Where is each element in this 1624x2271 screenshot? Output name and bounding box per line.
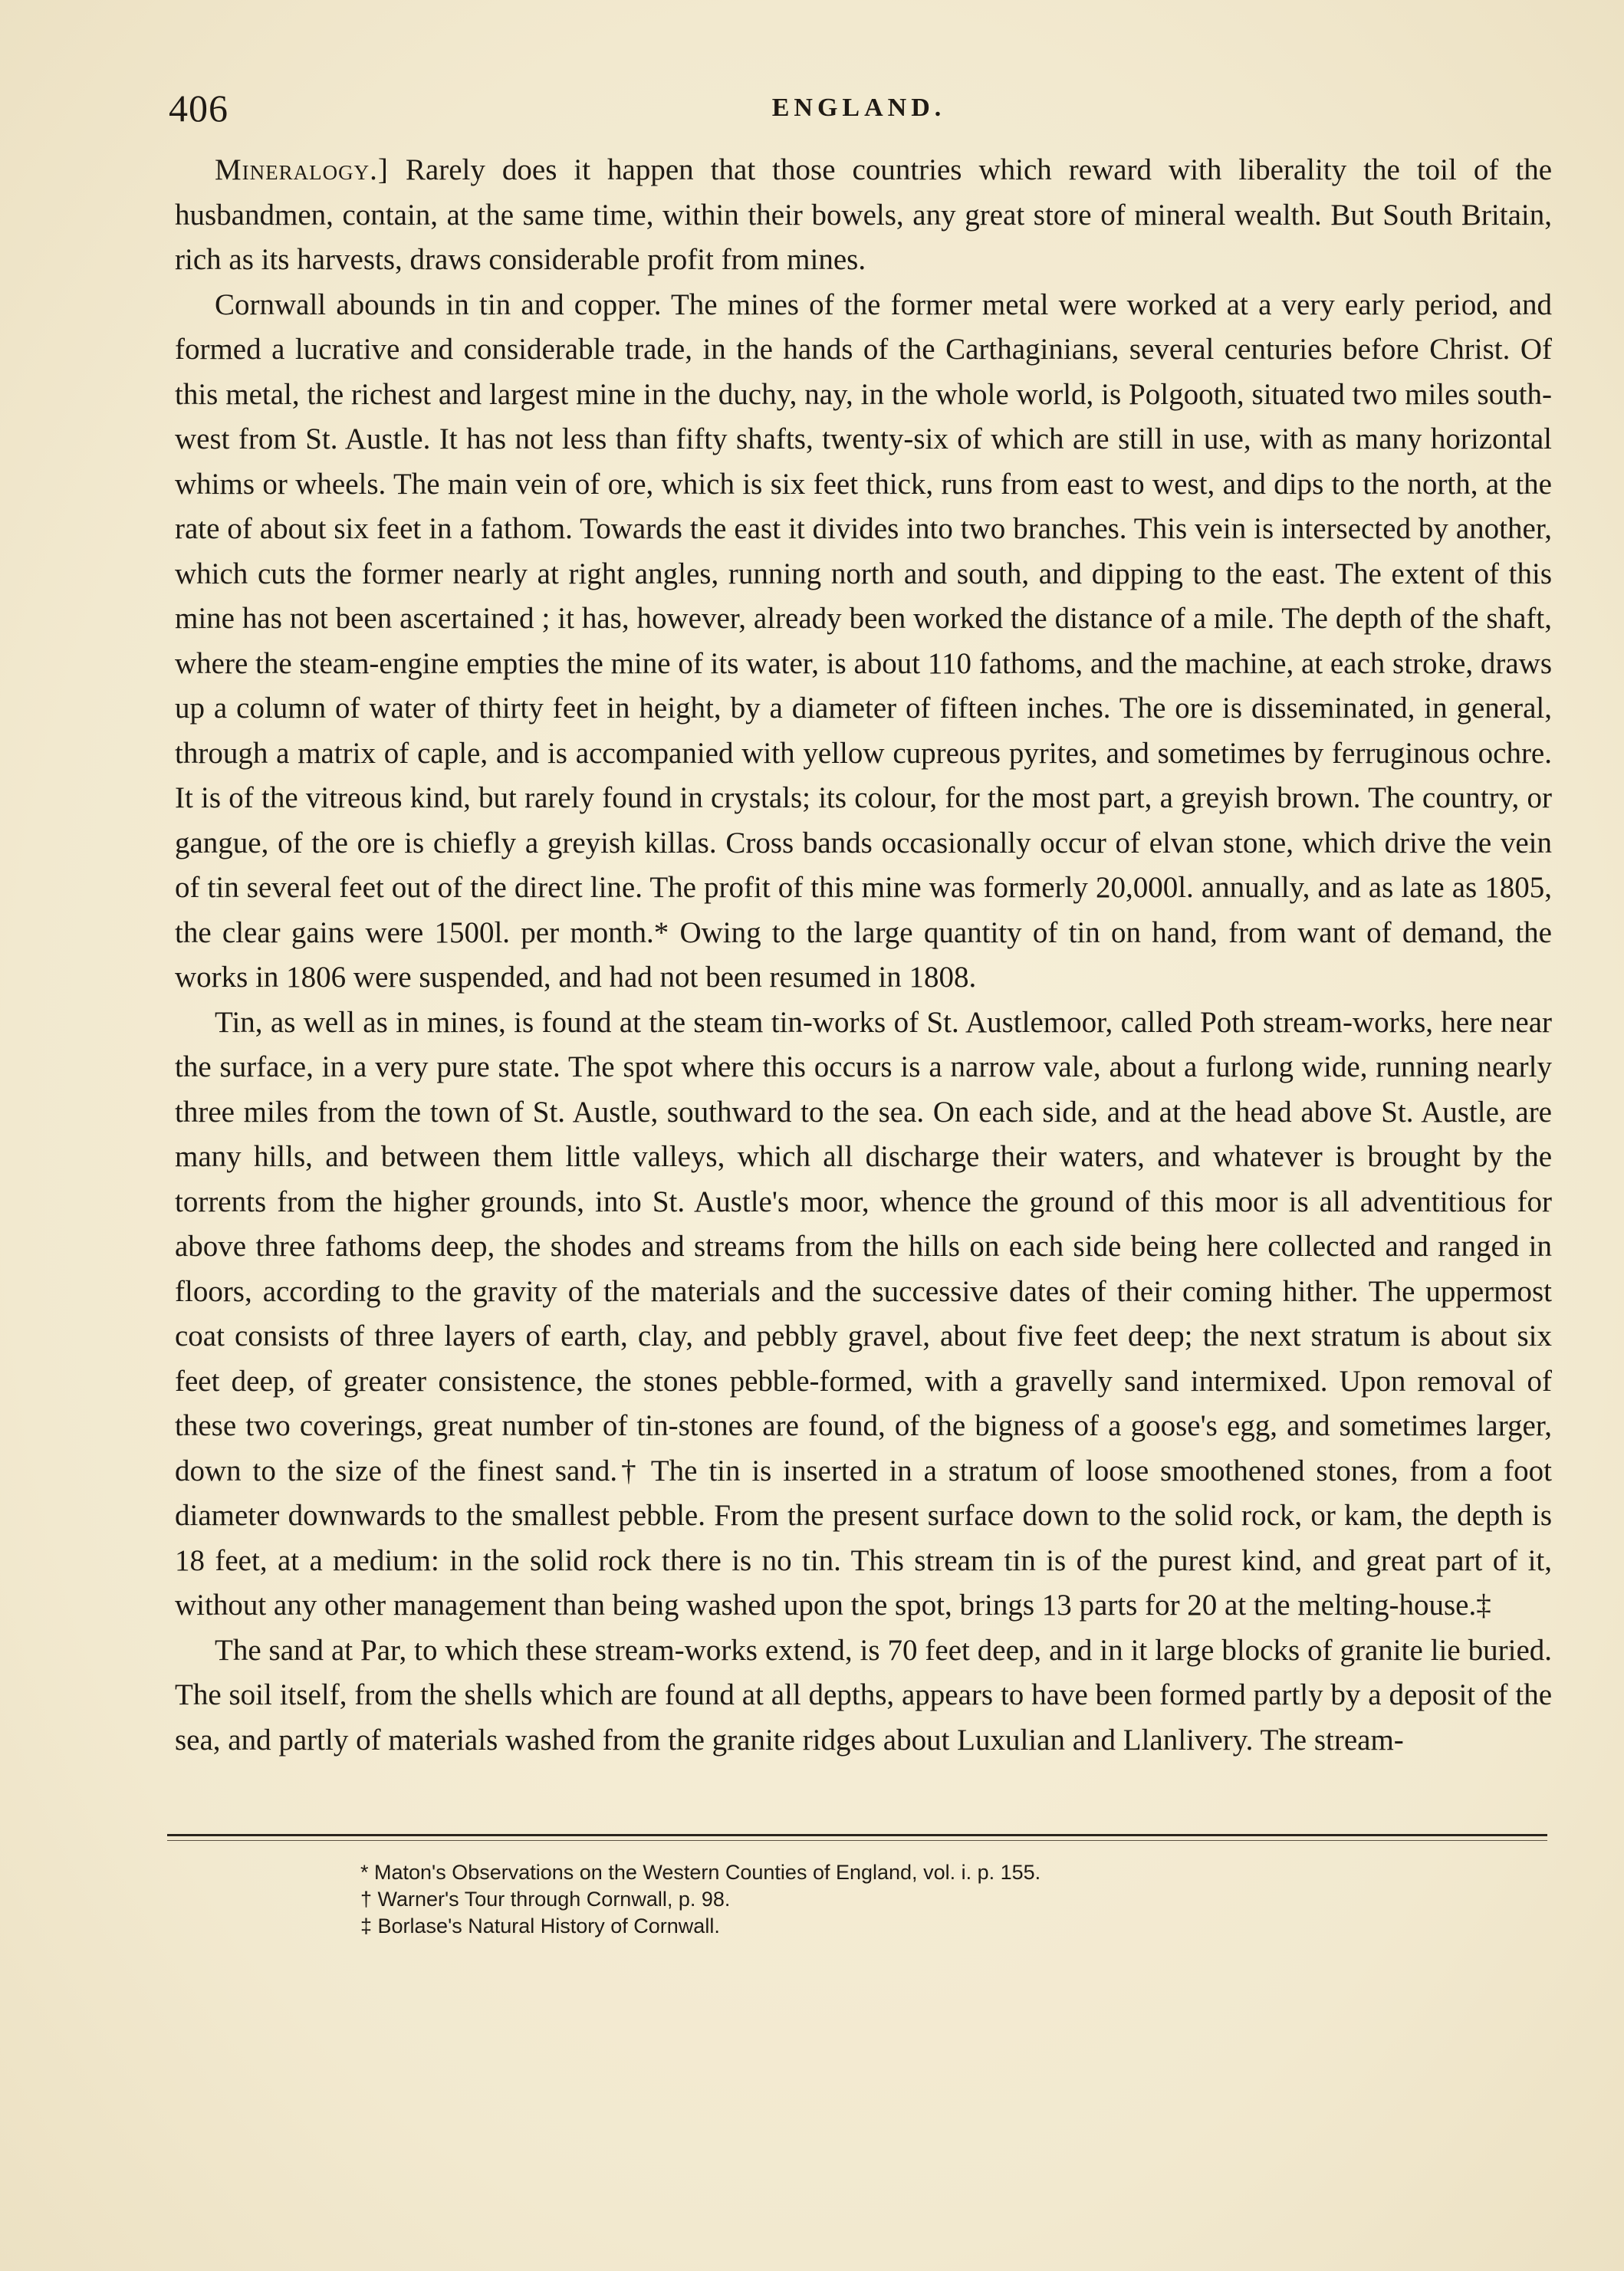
page-header	[169, 86, 1549, 132]
footnote: † Warner's Tour through Cornwall, p. 98.	[360, 1888, 731, 1911]
paragraph-text: Rarely does it happen that those countries which reward with liberality the toil of the husbandmen, contain, at the same time, within their bowels, any great store of mineral wealth. But South Britain, rich as its harvests, draws considerable profit from mines.	[175, 153, 1553, 276]
paragraph: Tin, as well as in mines, is found at the steam tin-works of St. Austlemoor, called Poth stream-works, here near the surface, in a very pure state. The spot where this occurs is a narrow vale, about a furlong wide, running nearly three miles from the town of St. Austle, southward to the sea. On each side, and at the head above St. Austle, are many hills, and between them little valleys, which all discharge their waters, and whatever is brought by the torrents from the higher grounds, into St. Austle's moor, whence the ground of this moor is all adventitious for above three fathoms deep, the shodes and streams from the hills on each side being here collected and ranged in floors, according to the gravity of the materials and the successive dates of their coming hither. The uppermost coat consists of three layers of earth, clay, and pebbly gravel, about five feet deep; the next stratum is about six feet deep, of greater consistence, the stones pebble-formed, with a gravelly sand intermixed. Upon removal of these two coverings, great number of tin-stones are found, of the bigness of a goose's egg, and sometimes larger, down to the size of the finest sand.† The tin is inserted in a stratum of loose smoothened stones, from a foot diameter downwards to the smallest pebble. From the present surface down to the solid rock, or kam, the depth is 18 feet, at a medium: in the solid rock there is no tin. This stream tin is of the purest kind, and great part of it, without any other management than being washed upon the spot, brings 13 parts for 20 at the melting-house.‡	[175, 1005, 1552, 1622]
running-title: ENGLAND.	[771, 94, 946, 122]
footnote-divider	[167, 1834, 1547, 1836]
paragraph	[175, 148, 1552, 283]
page-number: 406	[169, 87, 228, 130]
paragraph: The sand at Par, to which these stream-works extend, is 70 feet deep, and in it large blocks of granite lie buried. The soil itself, from the shells which are found at all depths, appears to have been formed partly by a deposit of the sea, and partly of materials washed from the granite ridges about Luxulian and Llanlivery. The stream-	[175, 1633, 1552, 1757]
footnotes	[360, 1859, 1434, 1940]
footnote: * Maton's Observations on the Western Counties of England, vol. i. p. 155.	[360, 1861, 1041, 1884]
section-heading: Mineralogy.]	[215, 153, 389, 186]
paragraph: Cornwall abounds in tin and copper. The mines of the former metal were worked at a very early period, and formed a lucrative and considerable trade, in the hands of the Carthaginians, several centuries before Christ. Of this metal, the richest and largest mine in the duchy, nay, in the whole world, is Polgooth, situated two miles south-west from St. Austle. It has not less than fifty shafts, twenty-six of which are still in use, with as many horizontal whims or wheels. The main vein of ore, which is six feet thick, runs from east to west, and dips to the north, at the rate of about six feet in a fathom. Towards the east it divides into two branches. This vein is intersected by another, which cuts the former nearly at right angles, running north and south, and dipping to the east. The extent of this mine has not been ascertained ; it has, however, already been worked the distance of a mile. The depth of the shaft, where the steam-engine empties the mine of its water, is about 110 fathoms, and the machine, at each stroke, draws up a column of water of thirty feet in height, by a diameter of fifteen inches. The ore is disseminated, in general, through a matrix of caple, and is accompanied with yellow cupreous pyrites, and sometimes by ferruginous ochre. It is of the vitreous kind, but rarely found in crystals; its colour, for the most part, a greyish brown. The country, or gangue, of the ore is chiefly a greyish killas. Cross bands occasionally occur of elvan stone, which drive the vein of tin several feet out of the direct line. The profit of this mine was formerly 20,000l. annually, and as late as 1805, the clear gains were 1500l. per month.* Owing to the large quantity of tin on hand, from want of demand, the works in 1806 were suspended, and had not been resumed in 1808.	[175, 288, 1552, 994]
footnote-divider-thin	[167, 1840, 1547, 1841]
footnote: ‡ Borlase's Natural History of Cornwall.	[360, 1914, 720, 1937]
body-text	[175, 148, 1552, 1763]
